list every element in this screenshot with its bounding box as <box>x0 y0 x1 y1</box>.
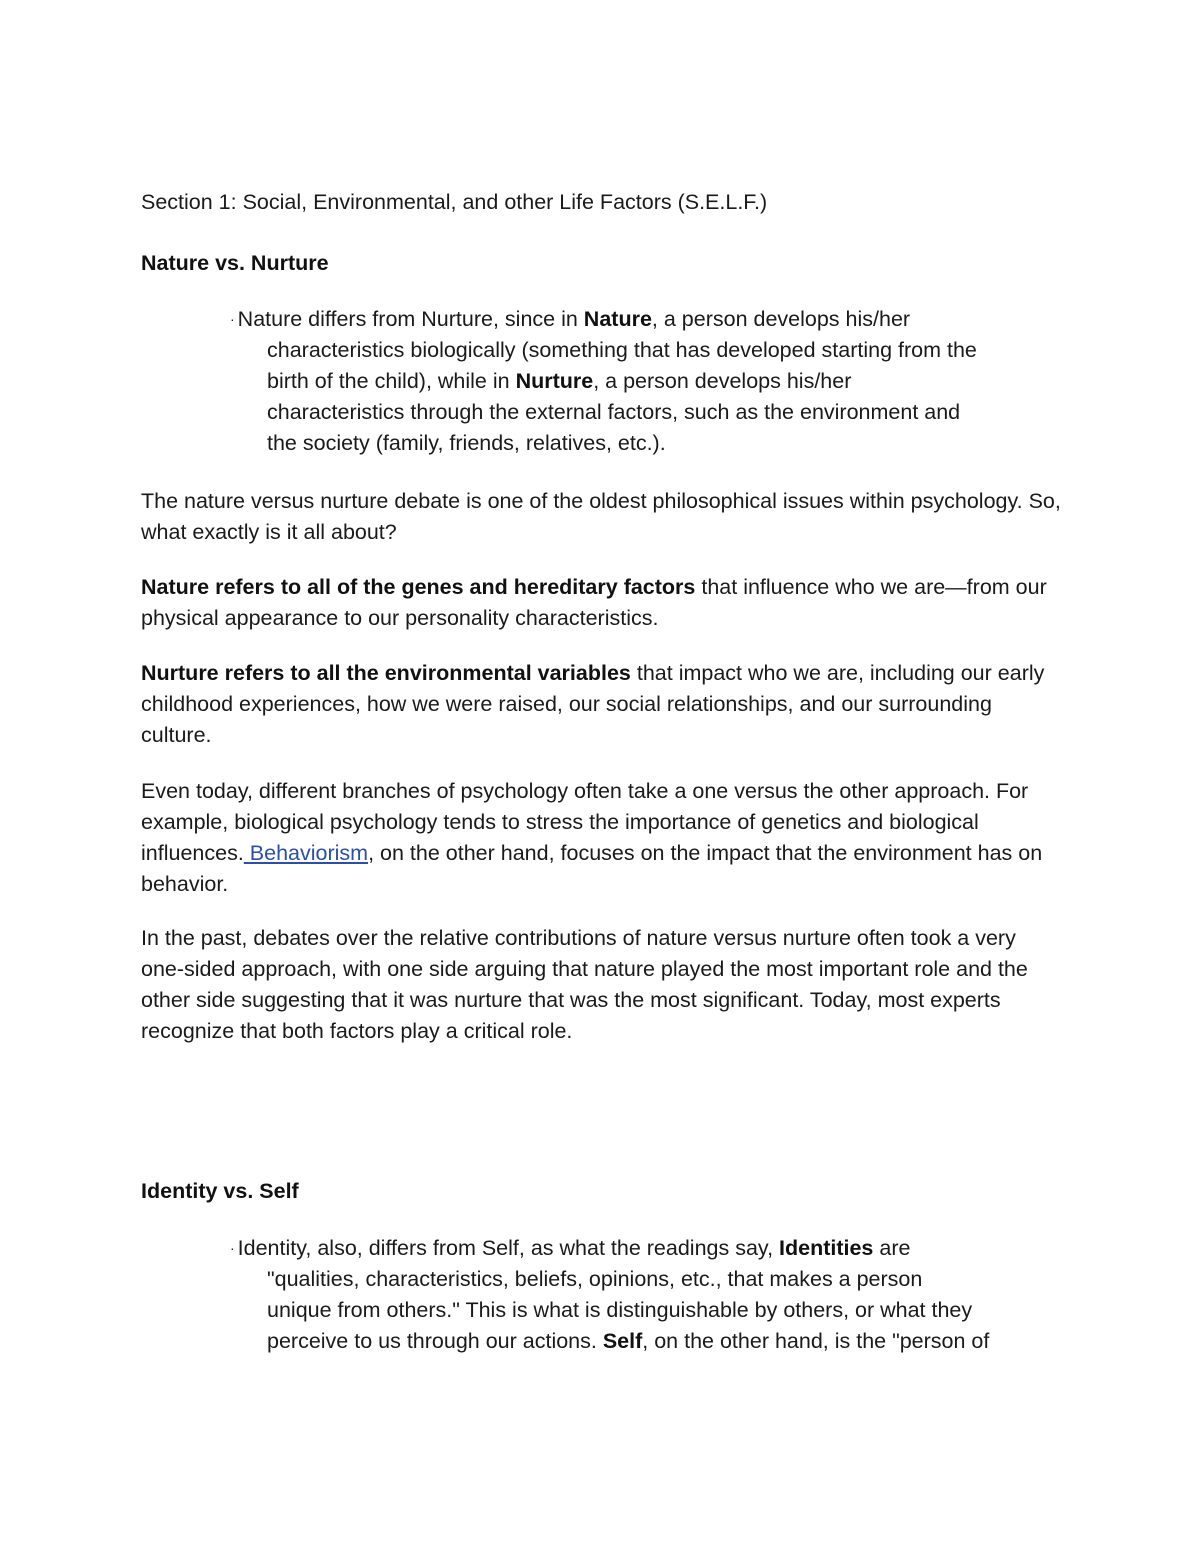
section-title: Section 1: Social, Environmental, and other Life Factors (S.E.L.F.) <box>141 190 768 214</box>
nurture-definition-text: that impact who we are, including our early childhood experiences, how we were raised, our social relationships, and our surrounding culture. <box>141 661 1045 747</box>
bullet-text: , a person develops his/her <box>651 307 911 331</box>
bullet-marker: · <box>230 1240 235 1256</box>
bullet-text: , on the other hand, is the "person of <box>642 1329 990 1353</box>
term-nature: Nature <box>583 307 652 331</box>
nature-definition-bold: Nature refers to all of the genes and hereditary factors <box>141 575 696 599</box>
bullet-line-2: "qualities, characteristics, beliefs, opinions, etc., that makes a person <box>267 1267 923 1291</box>
heading-identity-vs-self: Identity vs. Self <box>141 1179 299 1203</box>
bullet-text: birth of the child), while in <box>267 369 516 393</box>
bullet-line-2: characteristics biologically (something that has developed starting from the <box>267 338 977 362</box>
bullet-identity-self <box>230 1233 1070 1357</box>
bullet-text: perceive to us through our actions. <box>267 1329 603 1353</box>
bullet-text: , a person develops his/her <box>593 369 852 393</box>
bullet-marker: · <box>230 311 235 327</box>
paragraph-nurture-definition <box>141 658 1061 751</box>
bullet-line-3: unique from others." This is what is distinguishable by others, or what they <box>267 1298 973 1322</box>
bullet-line-3 <box>230 366 1070 397</box>
paragraph-nature-definition <box>141 572 1061 634</box>
paragraph-branches <box>141 776 1061 900</box>
branches-text-b: , on the other hand, focuses on the impact that the environment has on behavior. <box>141 841 1043 896</box>
paragraph-debate-intro: The nature versus nurture debate is one of the oldest philosophical issues within psychology. So, what exactly is it all about? <box>141 489 1061 544</box>
bullet-line-1 <box>230 304 1070 335</box>
heading-nature-vs-nurture: Nature vs. Nurture <box>141 251 329 275</box>
nurture-definition-bold: Nurture refers to all the environmental variables <box>141 661 631 685</box>
bullet-text: Identity, also, differs from Self, as what the readings say, <box>237 1236 780 1260</box>
branches-text-a: Even today, different branches of psychology often take a one versus the other approach. For example, biological psychology tends to stress the importance of genetics and biological influences. <box>141 779 1029 865</box>
term-identities: Identities <box>779 1236 874 1260</box>
bullet-line-4: characteristics through the external factors, such as the environment and <box>267 400 961 424</box>
nature-definition-text: that influence who we are—from our physical appearance to our personality characteristics. <box>141 575 1047 630</box>
bullet-line-4 <box>230 1326 1070 1357</box>
bullet-line-5: the society (family, friends, relatives, etc.). <box>267 431 666 455</box>
bullet-text: are <box>873 1236 911 1260</box>
bullet-line-1 <box>230 1233 1070 1264</box>
bullet-text: Nature differs from Nurture, since in <box>237 307 584 331</box>
bullet-nature-nurture <box>230 304 1070 459</box>
term-nurture: Nurture <box>515 369 594 393</box>
behaviorism-link[interactable]: Behaviorism <box>243 841 369 865</box>
paragraph-past-debates: In the past, debates over the relative contributions of nature versus nurture often took a very one-sided approach, with one side arguing that nature played the most important role and the other side suggesting that it was nurture that was the most significant. Today, most experts recognize that both factors play a critical role. <box>141 926 1028 1043</box>
term-self: Self <box>602 1329 643 1353</box>
